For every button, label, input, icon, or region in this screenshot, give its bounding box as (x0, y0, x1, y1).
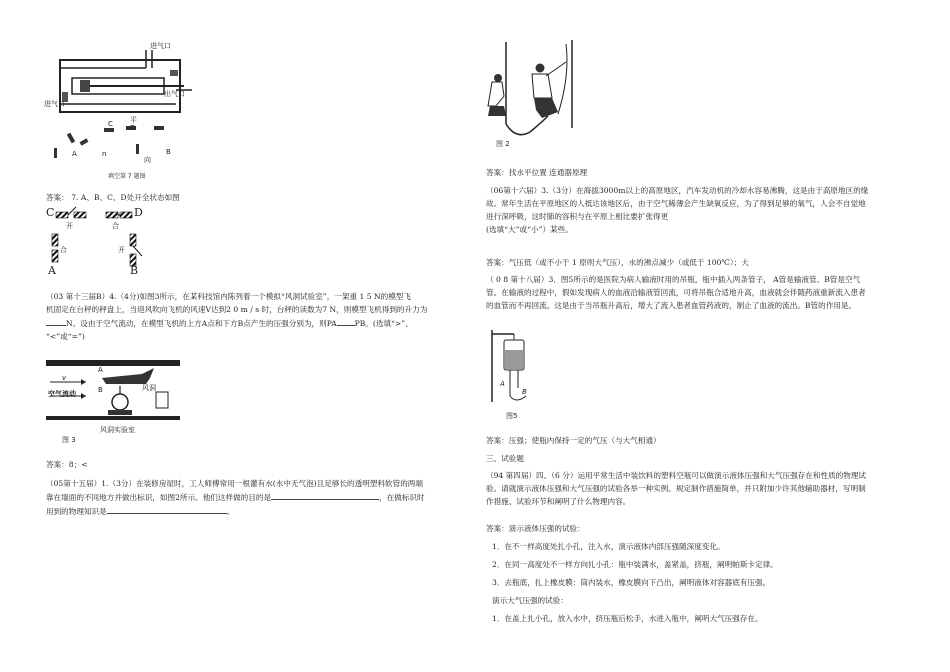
state-close-1: 合 (112, 222, 119, 230)
q4-line-2: 机固定在台秤的秤盘上，当迎风吹向飞机的风速V达到2 0 m / s 时，台秤的读数为7 N，则模型飞机得到的升力为 (46, 305, 428, 314)
fig7-left-inlet: 进气口 (44, 100, 65, 108)
q4r-line-3: 作措施、试验环节和阐明了什么物理内容。 (486, 497, 631, 506)
q1-line-3a: 用到的物理知识是 (46, 507, 107, 516)
answer-1: 答案：找水平位置 连通器原理 (486, 168, 588, 177)
fig3-v: v (62, 374, 67, 382)
q4-line-3a: N。设由于空气流动，在模型飞机的上方A点和下方B点产生的压强分别为，则PA (66, 319, 337, 328)
answer-head: 答案：演示液体压强的试验： (486, 524, 585, 533)
question-wind-tunnel (46, 290, 466, 343)
q1-line-2a: 靠在墙面的不同地方并做出标识，如图2所示。他们这样做的目的是 (46, 493, 272, 502)
fig7-n-label: n (102, 150, 107, 158)
answer-3: 答案：气压低（或不小于 1 原则大气压），水的沸点减少（或低于 100℃）；大 (486, 258, 749, 267)
q1-line-3 (46, 504, 466, 518)
state-open-1: 开 (66, 222, 73, 230)
blank-pressure[interactable] (337, 316, 355, 326)
fig7-top-inlet: 进气口 (150, 42, 171, 50)
answer-item-4: 演示大气压强的试验： (492, 596, 568, 605)
figure-2 (486, 36, 596, 150)
q3-line-4: (选填“大”或“小”）某些。 (486, 225, 573, 234)
fig7-letter-a: A (72, 150, 77, 158)
q3b-line-1: （ 0 8 第十八届）3．图5所示的是医院为病人输液时用的吊瓶，瓶中插入两条管子， A管是输液管、B管是空气 (486, 275, 861, 284)
q1-line-2 (46, 490, 466, 504)
state-a-label: A (48, 264, 56, 277)
q1-line-3b: 。 (226, 507, 235, 516)
answer-7: 答案： 7. A、B、C、D处开全状态如图 (46, 193, 180, 202)
figure-7 (46, 36, 196, 180)
fig7-letter-c: C (108, 120, 113, 128)
answer-item-3: 3．去瓶底，扎上橡皮膜：筒内装水，橡皮膜向下凸出，阐明液体对容器底有压强。 (492, 578, 771, 587)
fig3-fan: 风洞 (142, 384, 156, 392)
state-d-label: D (134, 206, 143, 219)
q4r-line-1: （94 第四届）四、（6 分）运用平常生活中装饮料的塑料空瓶可以做演示液体压强和大气压强存在和性质的物理试 (486, 471, 867, 480)
infusion-bottle-drawing (486, 326, 546, 406)
fig3-air: 空气流动 (48, 390, 76, 398)
fig3-num: 图 3 (62, 436, 76, 444)
answer-item-2: 2．在同一高度处不一样方向扎小孔：瓶中装满水，盖紧盖，挤瓶，阐明帕斯卡定律。 (492, 560, 778, 569)
question-bottle-experiment (486, 469, 906, 508)
fig7-dir-label: 向 (144, 156, 151, 164)
blank-lift[interactable] (46, 316, 66, 326)
q3b-line-2: 管。在输液的过程中，假如发现病人的血液沿输液管回流，可将吊瓶合适地升高，血液就会伴随药液重新流入患者 (486, 288, 866, 297)
blank-purpose[interactable] (271, 490, 379, 500)
q4-line-1: （03 第十三届B）4.（4分)如图3所示，在某科技馆内陈列着一个模拟“风洞试验室”，一架重 1 5 N的模型飞 (46, 292, 411, 301)
q1-line-2b: ，在做标识时 (379, 493, 425, 502)
question-infusion (486, 273, 906, 312)
fig3-b: B (98, 386, 103, 394)
answer-4: 答案：8；< (46, 460, 88, 469)
blank-knowledge[interactable] (107, 504, 227, 514)
q3b-line-3: 的血管而不再回流。这是由于当吊瓶升高后，增大了流入患者血管药液的，制止了血液的流出。B管的作用是。 (486, 301, 857, 310)
question-altitude (486, 184, 906, 236)
state-c-label: C (46, 206, 55, 219)
cylinder-diagram (46, 36, 196, 180)
fig3-title: 风洞实验室 (100, 426, 135, 434)
fig7-letter-d: D (130, 124, 136, 132)
answer-5: 答案：压强；使瓶内保持一定的气压（与大气相通） (486, 436, 661, 445)
q3-line-3: 进行深呼吸，这时肺的容积与在平原上相比要扩张得更 (486, 212, 669, 221)
fig7-letter-b: B (166, 148, 171, 156)
answer-experiments (486, 522, 906, 625)
state-open-2: 开 (118, 246, 125, 254)
fig7-right-outlet: 出气口 (164, 90, 185, 98)
fig2-caption: 图 2 (496, 140, 510, 148)
answer-item-1: 1．在不一样高度处扎小孔，注入水，演示液体内部压强随深度变化。 (492, 542, 725, 551)
q4-line-3b: PB。(选填“>”、 (354, 319, 413, 328)
fig3-a: A (98, 366, 103, 374)
fig5-caption: 图5 (506, 412, 518, 420)
figure-3 (46, 358, 186, 442)
q3-line-2: 故。常年生活在平原地区的人抵达该地区后，由于空气稀薄会产生缺氧反应，为了得到足够的氧气，人会不自觉地 (486, 199, 866, 208)
q4-line-4: “<”或“=”) (46, 332, 85, 341)
q4-line-3 (46, 316, 466, 330)
workers-drawing (486, 36, 596, 150)
question-water-level (46, 477, 466, 518)
q3-line-1: （06第十六届）3.（3分）在海拔3000m以上的高原地区，汽车发动机的冷却水容易沸腾，这是由于高原地区的缘 (486, 186, 869, 195)
figure-5 (486, 326, 546, 422)
state-close-2: 合 (60, 246, 67, 254)
fig5-a: A (500, 380, 505, 388)
q1-line-1: （05第十五届）1.（3分）在装修房屋时，工人师傅常用一根灌有水(水中无气泡)且足够长的透明塑料软管的两端 (46, 479, 423, 488)
answer-item-5: 1．在盖上扎小孔，放入水中，挤压瓶后松手，水进入瓶中，阐明大气压强存在。 (492, 614, 763, 623)
q4r-line-2: 验。请就演示液体压强和大气压强的试验各举一种实例。规定制作措施简单，并只附加少许其他辅助器材，写明制 (486, 484, 866, 493)
fig7-caption: 填空第 7 题图 (108, 173, 146, 180)
state-b-label: B (130, 264, 139, 277)
section-3-heading: 三、试验题 (486, 454, 524, 463)
fig5-b: B (522, 388, 527, 396)
fig7-flat-label: 平 (130, 116, 137, 124)
valve-states-figure (46, 204, 156, 280)
